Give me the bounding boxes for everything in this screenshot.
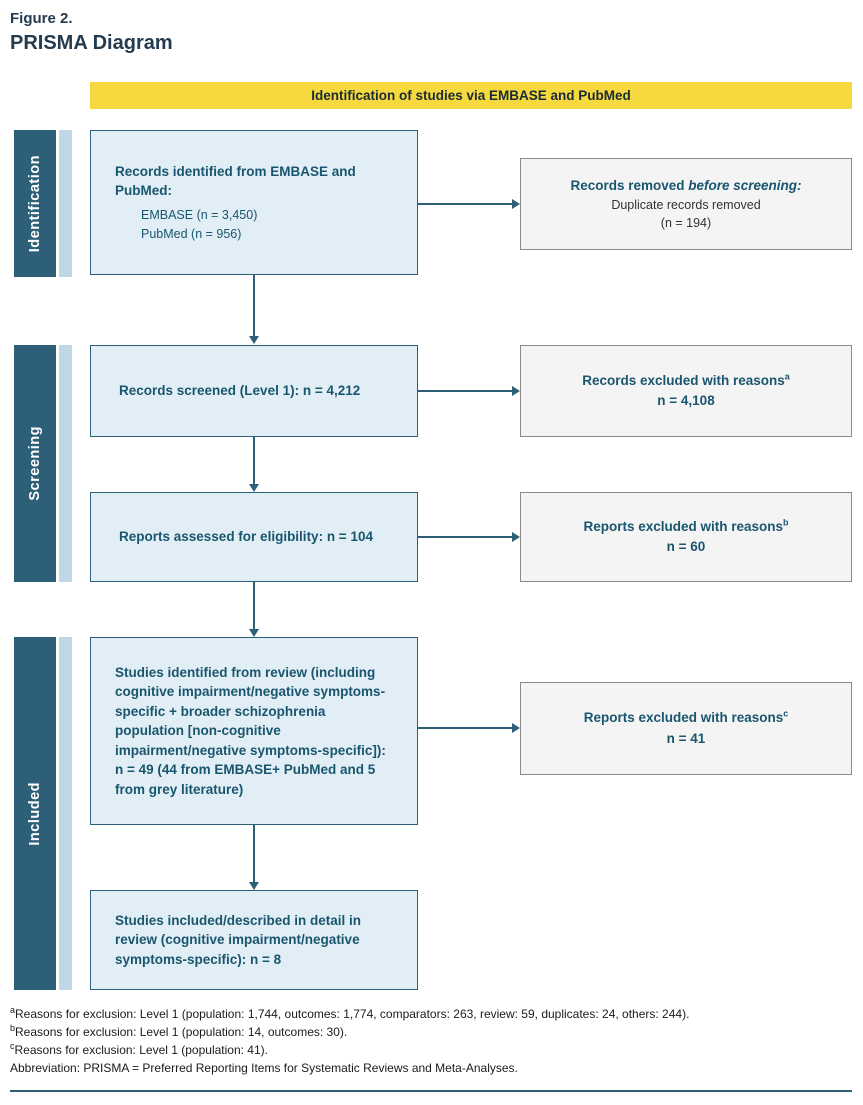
arrow-down-2-head: [249, 484, 259, 492]
footnote-a-sup: a: [10, 1005, 16, 1015]
footnote-marker-a: a: [784, 371, 790, 382]
studies-identified-text: Studies identified from review (including cognitive impairment/negative symptoms-specific + broader schizophrenia population [non-cognitive impairment/negative symptoms-specific]): n = 49 (44 from EMBASE+ PubMed and 5 from grey literature): [115, 664, 386, 797]
bottom-rule: [10, 1090, 852, 1092]
arrow-down-3: [253, 582, 255, 630]
reports-excluded-b-count: n = 60: [666, 539, 706, 554]
arrow-right-3: [418, 536, 512, 538]
arrow-right-4-head: [512, 723, 520, 733]
arrow-down-1-head: [249, 336, 259, 344]
records-excluded-a-text: Records excluded with reasons: [582, 372, 785, 388]
stage-included-strip: [59, 637, 72, 990]
footnote-b: [10, 1024, 855, 1041]
studies-included-box: [90, 890, 418, 990]
abbreviation-note-text: Abbreviation: PRISMA = Preferred Reporting Items for Systematic Reviews and Meta-Analyses.: [10, 1061, 518, 1076]
stage-screening-strip: [59, 345, 72, 582]
studies-included-text: Studies included/described in detail in review (cognitive impairment/negative symptoms-specific): n = 8: [115, 912, 362, 967]
records-excluded-a-count: n = 4,108: [657, 393, 715, 408]
footnote-marker-c: c: [783, 708, 789, 719]
records-screened-text: Records screened (Level 1): n = 4,212: [119, 383, 361, 399]
reports-excluded-c-count: n = 41: [666, 730, 706, 746]
arrow-down-4: [253, 825, 255, 883]
footnote-c-text: Reasons for exclusion: Level 1 (population: 41).: [14, 1043, 268, 1058]
stage-identification-strip: [59, 130, 72, 277]
stage-screening: [14, 345, 56, 582]
reports-excluded-c-text: Reports excluded with reasons: [583, 710, 784, 726]
source-pubmed: PubMed (n = 956): [141, 226, 242, 241]
reports-excluded-c-title: [584, 708, 789, 728]
arrow-right-2: [418, 390, 512, 392]
records-identified-box: [90, 130, 418, 275]
footnotes: [10, 1006, 855, 1078]
arrow-right-1: [418, 203, 512, 205]
records-identified-sources: [115, 206, 393, 244]
studies-identified-box: [90, 637, 418, 825]
arrow-right-1-head: [512, 199, 520, 209]
records-removed-title-normal: Records removed: [570, 177, 689, 193]
stage-included: [14, 637, 56, 990]
records-excluded-a-box: [520, 345, 852, 437]
footnote-marker-b: b: [783, 517, 789, 528]
figure-label: Figure 2.: [10, 10, 73, 27]
records-screened-box: [90, 345, 418, 437]
footnote-b-sup: b: [10, 1023, 16, 1034]
arrow-down-1: [253, 275, 255, 337]
records-removed-count: (n = 194): [660, 216, 712, 231]
arrow-right-2-head: [512, 386, 520, 396]
banner-text: Identification of studies via EMBASE and PubMed: [311, 88, 631, 103]
arrow-right-3-head: [512, 532, 520, 542]
stage-identification-label: Identification: [27, 154, 43, 253]
records-excluded-a-title: [582, 371, 790, 391]
page-title: PRISMA Diagram: [10, 32, 173, 54]
arrow-down-2: [253, 437, 255, 485]
arrow-down-3-head: [249, 629, 259, 637]
stage-screening-label: Screening: [27, 426, 43, 501]
records-identified-heading: Records identified from EMBASE and PubMed:: [115, 163, 356, 199]
reports-excluded-b-text: Reports excluded with reasons: [583, 518, 784, 534]
reports-excluded-b-title: [583, 517, 788, 537]
footnote-c: [10, 1042, 855, 1059]
footnote-a: [10, 1006, 855, 1023]
footnote-c-sup: c: [10, 1041, 15, 1052]
reports-assessed-text: Reports assessed for eligibility: n = 104: [119, 529, 373, 545]
identification-banner: [90, 82, 852, 109]
reports-excluded-c-box: [520, 682, 852, 775]
records-removed-title: [570, 176, 801, 196]
records-removed-box: [520, 158, 852, 250]
footnote-a-text: Reasons for exclusion: Level 1 (population: 1,744, outcomes: 1,774, comparators: 263, review: 59, duplicates: 24, others: 244).: [15, 1007, 690, 1021]
arrow-down-4-head: [249, 882, 259, 890]
records-removed-line2: Duplicate records removed: [611, 198, 761, 212]
arrow-right-4: [418, 727, 512, 729]
stage-included-label: Included: [27, 781, 43, 846]
reports-excluded-b-box: [520, 492, 852, 582]
stage-identification: [14, 130, 56, 277]
reports-assessed-box: [90, 492, 418, 582]
source-embase: EMBASE (n = 3,450): [141, 207, 258, 222]
footnote-b-text: Reasons for exclusion: Level 1 (population: 14, outcomes: 30).: [15, 1025, 348, 1040]
records-removed-title-italic: before screening:: [688, 177, 802, 193]
abbreviation-note: [10, 1060, 855, 1077]
